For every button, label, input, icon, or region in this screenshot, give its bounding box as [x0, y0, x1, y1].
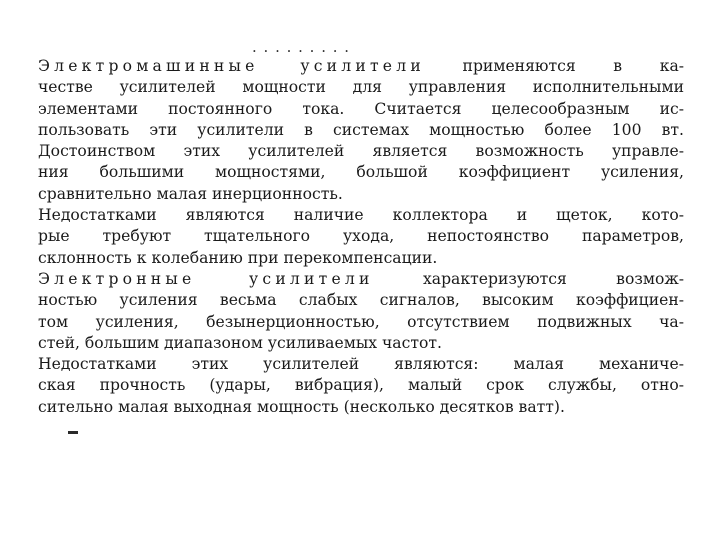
- text-line: [38, 375, 684, 396]
- text-line: [38, 162, 684, 183]
- cut-off-bottom-line: [38, 431, 78, 441]
- text-segment: применяются в ка-: [424, 57, 685, 75]
- text-segment: честве усилителей мощности для управления исполнительными: [38, 78, 684, 97]
- text-segment: Недостатками являются наличие коллектора и щеток, кото-: [38, 206, 684, 225]
- text-segment: рые требуют тщательного ухода, непостоянство параметров,: [38, 227, 684, 246]
- text-segment: характеризуются возмож-: [373, 269, 684, 288]
- text-line: [38, 354, 684, 375]
- text-segment: ская прочность (удары, вибрация), малый срок службы, отно-: [38, 376, 684, 395]
- text-line: [38, 120, 684, 141]
- text-segment: склонность к колебанию при перекомпенсации.: [38, 248, 438, 267]
- text-segment: Достоинством этих усилителей является возможность управле-: [38, 142, 684, 161]
- letter-fragment: [68, 431, 78, 434]
- text-line: [38, 56, 684, 77]
- spaced-term: Электронные усилители: [38, 269, 374, 288]
- spaced-term: Электромашинные усилители: [38, 57, 425, 75]
- text-line: [38, 248, 684, 269]
- text-line: [38, 269, 684, 290]
- text-segment: сительно малая выходная мощность (несколько десятков ватт).: [38, 397, 565, 416]
- text-line: [38, 312, 684, 333]
- text-line: [38, 226, 684, 247]
- cut-off-top-line: · · · · · · · · ·: [252, 42, 351, 52]
- text-line: [38, 99, 684, 120]
- text-segment: том усиления, безынерционностью, отсутствием подвижных ча-: [38, 312, 684, 331]
- text-line: [38, 184, 684, 205]
- body-text: [38, 56, 684, 418]
- text-line: [38, 205, 684, 226]
- text-line: [38, 397, 684, 418]
- text-line: [38, 290, 684, 311]
- text-segment: ния большими мощностями, большой коэффициент усиления,: [38, 163, 684, 182]
- text-segment: сравнительно малая инерционность.: [38, 184, 343, 203]
- text-line: [38, 141, 684, 162]
- text-segment: Недостатками этих усилителей являются: малая механиче-: [38, 355, 684, 374]
- text-segment: ностью усиления весьма слабых сигналов, высоким коэффициен-: [38, 291, 684, 310]
- text-segment: элементами постоянного тока. Считается целесообразным ис-: [38, 99, 684, 118]
- text-segment: стей, большим диапазоном усиливаемых частот.: [38, 333, 442, 352]
- text-segment: пользовать эти усилители в системах мощностью более 100 вт.: [38, 120, 684, 139]
- text-line: [38, 333, 684, 354]
- text-line: [38, 77, 684, 98]
